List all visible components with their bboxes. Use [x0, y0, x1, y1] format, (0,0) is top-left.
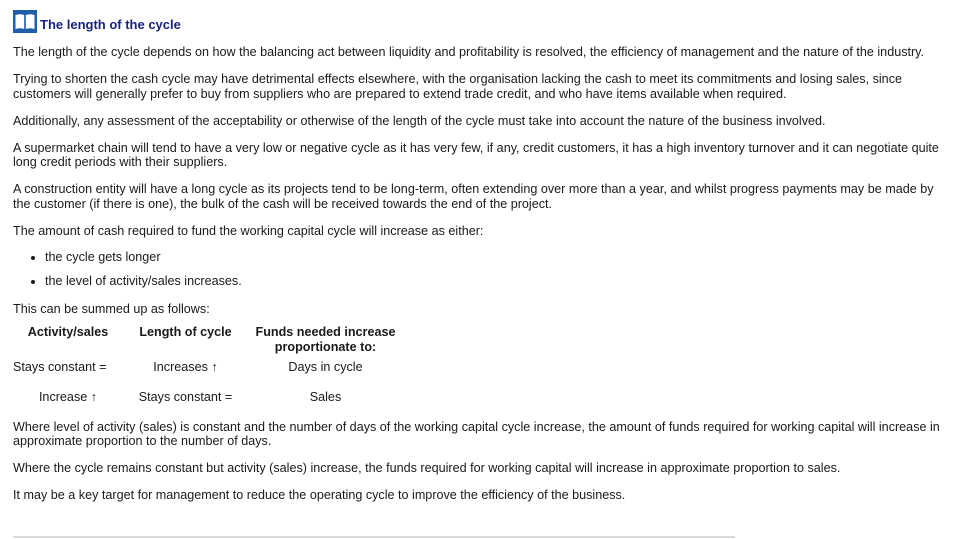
table-header: Activity/sales [27, 324, 109, 339]
paragraph: Additionally, any assessment of the acceptability or otherwise of the length of the cycle must take into account the nature of the business involved. [13, 113, 826, 128]
paragraph: The length of the cycle depends on how the balancing act between liquidity and profitability is resolved, the efficiency of management and the nature of the industry. [13, 45, 925, 59]
table-header: Length of cycle [139, 324, 232, 339]
list-item: • the level of activity/sales increases. [45, 274, 945, 289]
table-cell: Stays constant = [138, 389, 233, 404]
paragraph: Where level of activity (sales) is constant and the number of days of the working capital cycle increase, the amount of funds required for working capital will increase in approximate proportion to the number of days. [13, 419, 940, 448]
book-icon [13, 10, 37, 33]
section-title: The length of the cycle [40, 17, 181, 32]
table-cell: Increase ↑ [38, 389, 98, 404]
section-heading [13, 7, 945, 33]
table-cell: Days in cycle [288, 359, 363, 374]
table-cell: Increases ↑ [153, 359, 218, 374]
divider [13, 536, 735, 538]
summary-intro: This can be summed up as follows: [13, 302, 210, 316]
content-page [13, 7, 945, 515]
paragraph: Trying to shorten the cash cycle may have detrimental effects elsewhere, with the organisation lacking the cash to meet its commitments and losing sales, since customers will generally prefer to buy from suppliers who are prepared to extend trade credit, and who have items available when required. [13, 72, 902, 101]
paragraph: Where the cycle remains constant but activity (sales) increase, the funds required for working capital will increase in approximate proportion to sales. [13, 461, 841, 475]
table-header: Funds needed increase proportionate to: [255, 324, 396, 354]
table-row [13, 355, 403, 375]
table-cell: Stays constant = [13, 359, 107, 374]
paragraph: A construction entity will have a long cycle as its projects tend to be long-term, often extending over more than a year, and whilst progress payments may be made by the customer (if there is one), the bulk of the cash will be received towards the end of the project. [13, 182, 934, 211]
bullet-list [13, 250, 945, 289]
cycle-summary-table [13, 325, 403, 405]
list-item: • the cycle gets longer [45, 250, 945, 265]
table-cell: Sales [309, 389, 342, 404]
paragraph: The amount of cash required to fund the working capital cycle will increase as either: [13, 223, 484, 238]
paragraph: It may be a key target for management to reduce the operating cycle to improve the efficiency of the business. [13, 488, 626, 502]
table-row [13, 375, 403, 405]
paragraph: A supermarket chain will tend to have a very low or negative cycle as it has very few, if any, credit customers, it has a high inventory turnover and it can negotiate quite long credit periods with their suppliers. [13, 140, 939, 169]
